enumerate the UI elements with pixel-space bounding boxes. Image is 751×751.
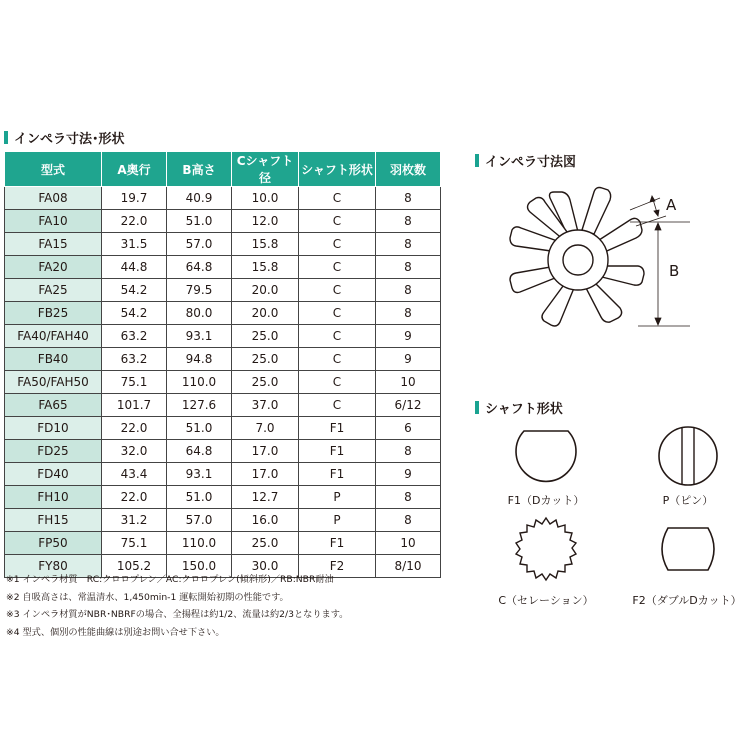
cell-model: FP50 bbox=[5, 532, 102, 555]
cell-b-height: 57.0 bbox=[167, 509, 232, 532]
cell-b-height: 51.0 bbox=[167, 210, 232, 233]
cell-blade-count: 8 bbox=[376, 256, 441, 279]
cell-c-shaft-diameter: 12.7 bbox=[232, 486, 299, 509]
header-shaft-shape: シャフト形状 bbox=[299, 152, 376, 187]
title-bar-marker bbox=[475, 154, 479, 167]
shaft-f2-label: F2（ダブルDカット） bbox=[632, 594, 742, 607]
table-row bbox=[5, 325, 441, 348]
cell-model: FA25 bbox=[5, 279, 102, 302]
table-row bbox=[5, 440, 441, 463]
cell-b-height: 64.8 bbox=[167, 256, 232, 279]
cell-c-shaft-diameter: 37.0 bbox=[232, 394, 299, 417]
cell-blade-count: 8 bbox=[376, 486, 441, 509]
cell-model: FD10 bbox=[5, 417, 102, 440]
header-c-shaft-diameter: Cシャフト径 bbox=[232, 152, 299, 187]
table-row bbox=[5, 371, 441, 394]
shaft-pin-shape bbox=[656, 424, 720, 488]
cell-c-shaft-diameter: 30.0 bbox=[232, 555, 299, 578]
cell-blade-count: 8 bbox=[376, 302, 441, 325]
cell-model: FB40 bbox=[5, 348, 102, 371]
cell-b-height: 150.0 bbox=[167, 555, 232, 578]
cell-b-height: 79.5 bbox=[167, 279, 232, 302]
table-row bbox=[5, 509, 441, 532]
cell-blade-count: 8 bbox=[376, 233, 441, 256]
cell-a-depth: 31.2 bbox=[102, 509, 167, 532]
cell-shaft-shape: C bbox=[299, 256, 376, 279]
title-bar-marker bbox=[4, 131, 8, 144]
cell-shaft-shape: F1 bbox=[299, 440, 376, 463]
cell-blade-count: 8 bbox=[376, 210, 441, 233]
impeller-drawing bbox=[510, 188, 644, 327]
title-bar-marker bbox=[475, 401, 479, 414]
table-row bbox=[5, 417, 441, 440]
footnote: ※3 インペラ材質がNBR･NBRFの場合、全揚程は約1/2、流量は約2/3となります。 bbox=[6, 609, 349, 620]
cell-c-shaft-diameter: 20.0 bbox=[232, 302, 299, 325]
cell-a-depth: 63.2 bbox=[102, 325, 167, 348]
cell-c-shaft-diameter: 25.0 bbox=[232, 532, 299, 555]
cell-b-height: 51.0 bbox=[167, 417, 232, 440]
cell-shaft-shape: F1 bbox=[299, 463, 376, 486]
cell-b-height: 51.0 bbox=[167, 486, 232, 509]
header-b-height: B高さ bbox=[167, 152, 232, 187]
cell-model: FA20 bbox=[5, 256, 102, 279]
cell-a-depth: 75.1 bbox=[102, 371, 167, 394]
cell-shaft-shape: F2 bbox=[299, 555, 376, 578]
cell-c-shaft-diameter: 15.8 bbox=[232, 256, 299, 279]
cell-shaft-shape: C bbox=[299, 325, 376, 348]
cell-b-height: 127.6 bbox=[167, 394, 232, 417]
header-blade-count: 羽枚数 bbox=[376, 152, 441, 187]
cell-a-depth: 75.1 bbox=[102, 532, 167, 555]
cell-c-shaft-diameter: 15.8 bbox=[232, 233, 299, 256]
cell-blade-count: 10 bbox=[376, 532, 441, 555]
cell-shaft-shape: P bbox=[299, 486, 376, 509]
cell-c-shaft-diameter: 25.0 bbox=[232, 371, 299, 394]
table-row bbox=[5, 463, 441, 486]
cell-b-height: 110.0 bbox=[167, 532, 232, 555]
cell-shaft-shape: C bbox=[299, 302, 376, 325]
cell-a-depth: 19.7 bbox=[102, 187, 167, 210]
cell-b-height: 57.0 bbox=[167, 233, 232, 256]
cell-model: FA15 bbox=[5, 233, 102, 256]
cell-model: FD40 bbox=[5, 463, 102, 486]
cell-blade-count: 9 bbox=[376, 348, 441, 371]
dimension-a-label: A bbox=[666, 196, 677, 214]
cell-b-height: 64.8 bbox=[167, 440, 232, 463]
table-row bbox=[5, 210, 441, 233]
cell-shaft-shape: C bbox=[299, 348, 376, 371]
cell-a-depth: 101.7 bbox=[102, 394, 167, 417]
cell-shaft-shape: C bbox=[299, 210, 376, 233]
cell-model: FD25 bbox=[5, 440, 102, 463]
table-row bbox=[5, 233, 441, 256]
footnote: ※4 型式、個別の性能曲線は別途お問い合せ下さい。 bbox=[6, 626, 225, 638]
cell-shaft-shape: C bbox=[299, 233, 376, 256]
cell-shaft-shape: F1 bbox=[299, 532, 376, 555]
table-row bbox=[5, 532, 441, 555]
cell-blade-count: 8 bbox=[376, 440, 441, 463]
cell-blade-count: 8 bbox=[376, 279, 441, 302]
table-row bbox=[5, 302, 441, 325]
cell-model: FA50/FAH50 bbox=[5, 371, 102, 394]
cell-blade-count: 9 bbox=[376, 463, 441, 486]
cell-b-height: 93.1 bbox=[167, 325, 232, 348]
cell-model: FB25 bbox=[5, 302, 102, 325]
shaft-section-title-text: シャフト形状 bbox=[485, 402, 563, 417]
cell-model: FY80 bbox=[5, 555, 102, 578]
header-a-depth: A奥行 bbox=[102, 152, 167, 187]
cell-c-shaft-diameter: 25.0 bbox=[232, 348, 299, 371]
cell-blade-count: 6 bbox=[376, 417, 441, 440]
cell-c-shaft-diameter: 7.0 bbox=[232, 417, 299, 440]
footnotes bbox=[6, 571, 348, 641]
shaft-pin-label: P（ピン） bbox=[662, 494, 714, 507]
table-section-title bbox=[4, 128, 125, 147]
shaft-serration-label: C（セレーション） bbox=[498, 594, 594, 607]
cell-a-depth: 44.8 bbox=[102, 256, 167, 279]
cell-c-shaft-diameter: 25.0 bbox=[232, 325, 299, 348]
cell-shaft-shape: P bbox=[299, 509, 376, 532]
cell-b-height: 94.8 bbox=[167, 348, 232, 371]
cell-blade-count: 10 bbox=[376, 371, 441, 394]
cell-a-depth: 54.2 bbox=[102, 302, 167, 325]
table-header-row bbox=[5, 152, 441, 187]
cell-a-depth: 22.0 bbox=[102, 210, 167, 233]
cell-b-height: 93.1 bbox=[167, 463, 232, 486]
cell-model: FA10 bbox=[5, 210, 102, 233]
cell-a-depth: 63.2 bbox=[102, 348, 167, 371]
cell-c-shaft-diameter: 17.0 bbox=[232, 463, 299, 486]
cell-model: FA65 bbox=[5, 394, 102, 417]
shaft-serration-shape bbox=[512, 515, 580, 583]
cell-model: FH10 bbox=[5, 486, 102, 509]
shaft-f1-shape bbox=[512, 428, 580, 488]
cell-model: FH15 bbox=[5, 509, 102, 532]
cell-a-depth: 32.0 bbox=[102, 440, 167, 463]
table-row bbox=[5, 256, 441, 279]
cell-b-height: 80.0 bbox=[167, 302, 232, 325]
cell-shaft-shape: C bbox=[299, 394, 376, 417]
cell-blade-count: 6/12 bbox=[376, 394, 441, 417]
impeller-spec-table bbox=[4, 151, 441, 578]
diagram-section-title bbox=[475, 151, 576, 170]
cell-c-shaft-diameter: 20.0 bbox=[232, 279, 299, 302]
table-row bbox=[5, 394, 441, 417]
header-model: 型式 bbox=[5, 152, 102, 187]
cell-blade-count: 8 bbox=[376, 509, 441, 532]
shaft-section-title bbox=[475, 398, 563, 417]
cell-a-depth: 43.4 bbox=[102, 463, 167, 486]
table-row bbox=[5, 187, 441, 210]
footnote: ※2 自吸高さは、常温清水、1,450min-1 運転開始初期の性能です。 bbox=[6, 591, 289, 603]
cell-model: FA08 bbox=[5, 187, 102, 210]
cell-c-shaft-diameter: 16.0 bbox=[232, 509, 299, 532]
impeller-bore bbox=[563, 245, 593, 275]
shaft-f2-shape bbox=[656, 524, 720, 574]
cell-shaft-shape: C bbox=[299, 371, 376, 394]
diagram-section-title-text: インペラ寸法図 bbox=[485, 155, 577, 170]
table-row bbox=[5, 279, 441, 302]
cell-b-height: 40.9 bbox=[167, 187, 232, 210]
table-row bbox=[5, 348, 441, 371]
cell-b-height: 110.0 bbox=[167, 371, 232, 394]
shaft-f1-label: F1（Dカット） bbox=[507, 494, 585, 507]
serration-outline bbox=[516, 518, 576, 580]
cell-a-depth: 22.0 bbox=[102, 417, 167, 440]
cell-blade-count: 9 bbox=[376, 325, 441, 348]
cell-blade-count: 8 bbox=[376, 187, 441, 210]
cell-c-shaft-diameter: 17.0 bbox=[232, 440, 299, 463]
cell-blade-count: 8/10 bbox=[376, 555, 441, 578]
dimension-b-label: B bbox=[669, 262, 680, 280]
table-section-title-text: インペラ寸法･形状 bbox=[14, 132, 125, 147]
table-row bbox=[5, 486, 441, 509]
cell-shaft-shape: C bbox=[299, 187, 376, 210]
cell-a-depth: 105.2 bbox=[102, 555, 167, 578]
cell-c-shaft-diameter: 12.0 bbox=[232, 210, 299, 233]
cell-shaft-shape: F1 bbox=[299, 417, 376, 440]
cell-model: FA40/FAH40 bbox=[5, 325, 102, 348]
cell-a-depth: 54.2 bbox=[102, 279, 167, 302]
cell-a-depth: 31.5 bbox=[102, 233, 167, 256]
footnote: ※1 インペラ材質 RC:クロロプレン／AC:クロロプレン(傾斜形)／RB:NBR耐油 bbox=[6, 574, 334, 585]
cell-a-depth: 22.0 bbox=[102, 486, 167, 509]
cell-shaft-shape: C bbox=[299, 279, 376, 302]
cell-c-shaft-diameter: 10.0 bbox=[232, 187, 299, 210]
